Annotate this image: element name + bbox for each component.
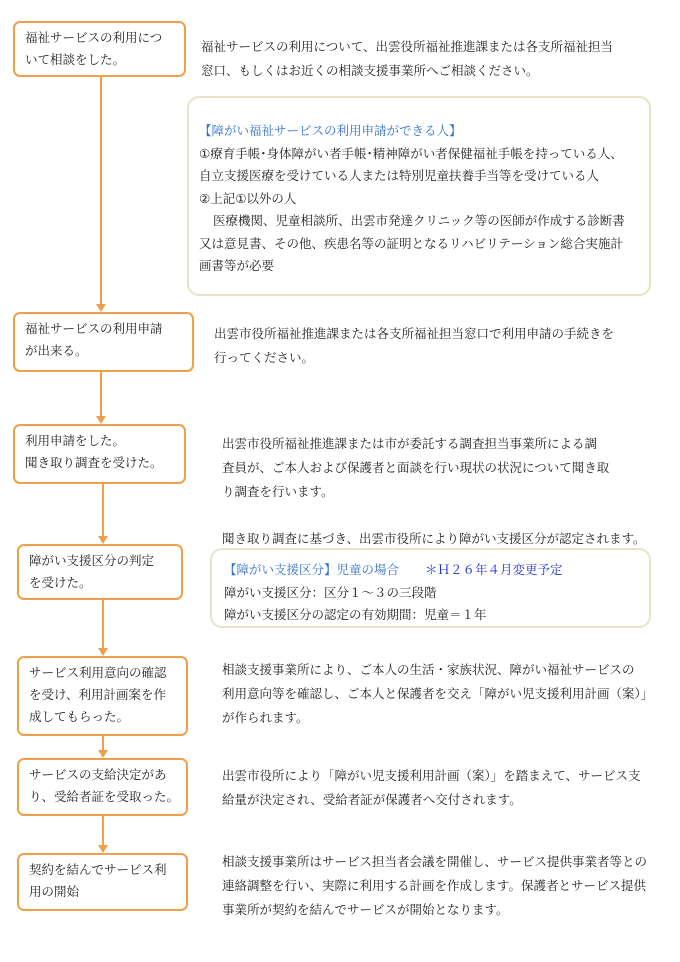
classification-note-change: ＊Ｈ２６年４月変更予定 — [425, 562, 563, 577]
step-5-line-3: 成してもらった。 — [29, 709, 130, 724]
step-5-description — [222, 658, 653, 730]
arrowhead-icon — [98, 750, 108, 758]
connector-6-7 — [102, 816, 104, 846]
step-1-box — [13, 21, 186, 77]
arrowhead-icon — [98, 648, 108, 656]
eligibility-note-indented-2: 又は意見書、その他、疾患名等の証明となるリハビリテーション総合実施計 — [199, 235, 623, 251]
step-5-desc-line-3: が作られます。 — [222, 710, 309, 725]
connector-4-5 — [102, 600, 104, 649]
step-7-desc-line-2: 連絡調整を行い、実際に利用する計画を作成します。保護者とサービス提供 — [222, 878, 647, 893]
step-7-box — [17, 853, 188, 911]
step-4-line-2: を受けた。 — [29, 575, 92, 590]
arrowhead-icon — [98, 845, 108, 853]
step-7-line-1: 契約を結んでサービス利 — [29, 862, 167, 877]
classification-note-line-1: 障がい支援区分：区分１～３の三段階 — [224, 584, 437, 600]
step-3-desc-line-1: 出雲市役所福祉推進課または市が委託する調査担当事業所による調 — [222, 436, 598, 451]
step-2-description — [214, 322, 614, 370]
step-1-description — [201, 35, 613, 83]
step-6-line-2: り、受給者証を受取った。 — [29, 789, 180, 804]
step-1-desc-line-1: 福祉サービスの利用について、出雲役所福祉推進課または各支所福祉担当 — [201, 39, 614, 54]
step-3-desc-line-2: 査員が、ご本人および保護者と面談を行い現状の状況について聞き取 — [222, 460, 610, 475]
step-4-desc-line-1: 聞き取り調査に基づき、出雲市役所により障がい支援区分が認定されます。 — [222, 531, 646, 546]
step-7-line-2: 用の開始 — [29, 884, 80, 899]
step-1-desc-line-2: 窓口、もしくはお近くの相談支援事業所へご相談ください。 — [201, 63, 539, 78]
step-5-desc-line-1: 相談支援事業所により、ご本人の生活・家族状況、障がい福祉サービスの — [222, 662, 635, 677]
step-4-box — [17, 544, 183, 600]
step-5-line-1: サービス利用意向の確認 — [29, 665, 167, 680]
step-6-desc-line-1: 出雲市役所により「障がい児支援利用計画（案）」を踏まえて、サービス支 — [222, 768, 641, 783]
step-4-line-1: 障がい支援区分の判定 — [29, 553, 155, 568]
step-7-description — [222, 850, 647, 922]
classification-note-line-2: 障がい支援区分の認定の有効期間：児童＝１年 — [224, 607, 487, 622]
arrowhead-icon — [96, 416, 106, 424]
step-3-box — [13, 424, 186, 484]
connector-3-4 — [102, 484, 104, 537]
eligibility-note-line-3: ②上記①以外の人 — [199, 190, 297, 206]
classification-note-heading-row — [224, 559, 637, 582]
step-2-desc-line-1: 出雲市役所福祉推進課または各支所福祉担当窓口で利用申請の手続きを — [214, 326, 615, 341]
step-6-desc-line-2: 給量が決定され、受給者証が保護者へ交付されます。 — [222, 792, 522, 807]
step-7-desc-line-1: 相談支援事業所はサービス担当者会議を開催し、サービス提供事業者等との — [222, 854, 648, 869]
connector-5-6 — [102, 736, 104, 751]
connector-1-2 — [100, 77, 102, 305]
step-2-line-1: 福祉サービスの利用申請 — [25, 321, 163, 336]
connector-2-3 — [100, 372, 102, 417]
step-2-line-2: が出来る。 — [25, 343, 88, 358]
eligibility-note — [187, 96, 651, 296]
step-6-line-1: サービスの支給決定があ — [29, 767, 167, 782]
step-3-desc-line-3: り調査を行います。 — [222, 484, 334, 499]
step-6-description — [222, 764, 641, 812]
arrowhead-icon — [96, 304, 106, 312]
step-2-box — [13, 312, 194, 372]
step-5-box — [17, 656, 188, 736]
step-2-desc-line-2: 行ってください。 — [214, 350, 315, 365]
eligibility-note-line-2: 自立支援医療を受けている人または特別児童扶養手当等を受けている人 — [199, 168, 600, 183]
step-1-line-1: 福祉サービスの利用につ — [25, 30, 163, 45]
step-5-desc-line-2: 利用意向等を確認し、ご本人と保護者を交え「障がい児支援利用計画（案）」 — [222, 686, 654, 701]
eligibility-note-heading: 【障がい福祉サービスの利用申請ができる人】 — [199, 123, 462, 138]
eligibility-note-line-1: ①療育手帳･身体障がい者手帳･精神障がい者保健福祉手帳を持っている人、 — [199, 145, 623, 161]
step-6-box — [17, 758, 188, 816]
classification-note — [210, 548, 651, 628]
eligibility-note-indented-1: 医療機関、児童相談所、出雲市発達クリニック等の医師が作成する診断書 — [213, 213, 625, 228]
step-3-line-2: 聞き取り調査を受けた。 — [25, 455, 163, 470]
step-3-description — [222, 432, 609, 504]
step-7-desc-line-3: 事業所が契約を結んでサービスが開始となります。 — [222, 902, 509, 917]
step-5-line-2: を受け、利用計画案を作 — [29, 687, 167, 702]
step-3-line-1: 利用申請をした。 — [25, 433, 126, 448]
eligibility-note-indented-3: 画書等が必要 — [199, 258, 275, 273]
classification-note-heading: 【障がい支援区分】児童の場合 — [224, 562, 400, 577]
arrowhead-icon — [98, 536, 108, 544]
step-1-line-2: いて相談をした。 — [25, 52, 126, 67]
